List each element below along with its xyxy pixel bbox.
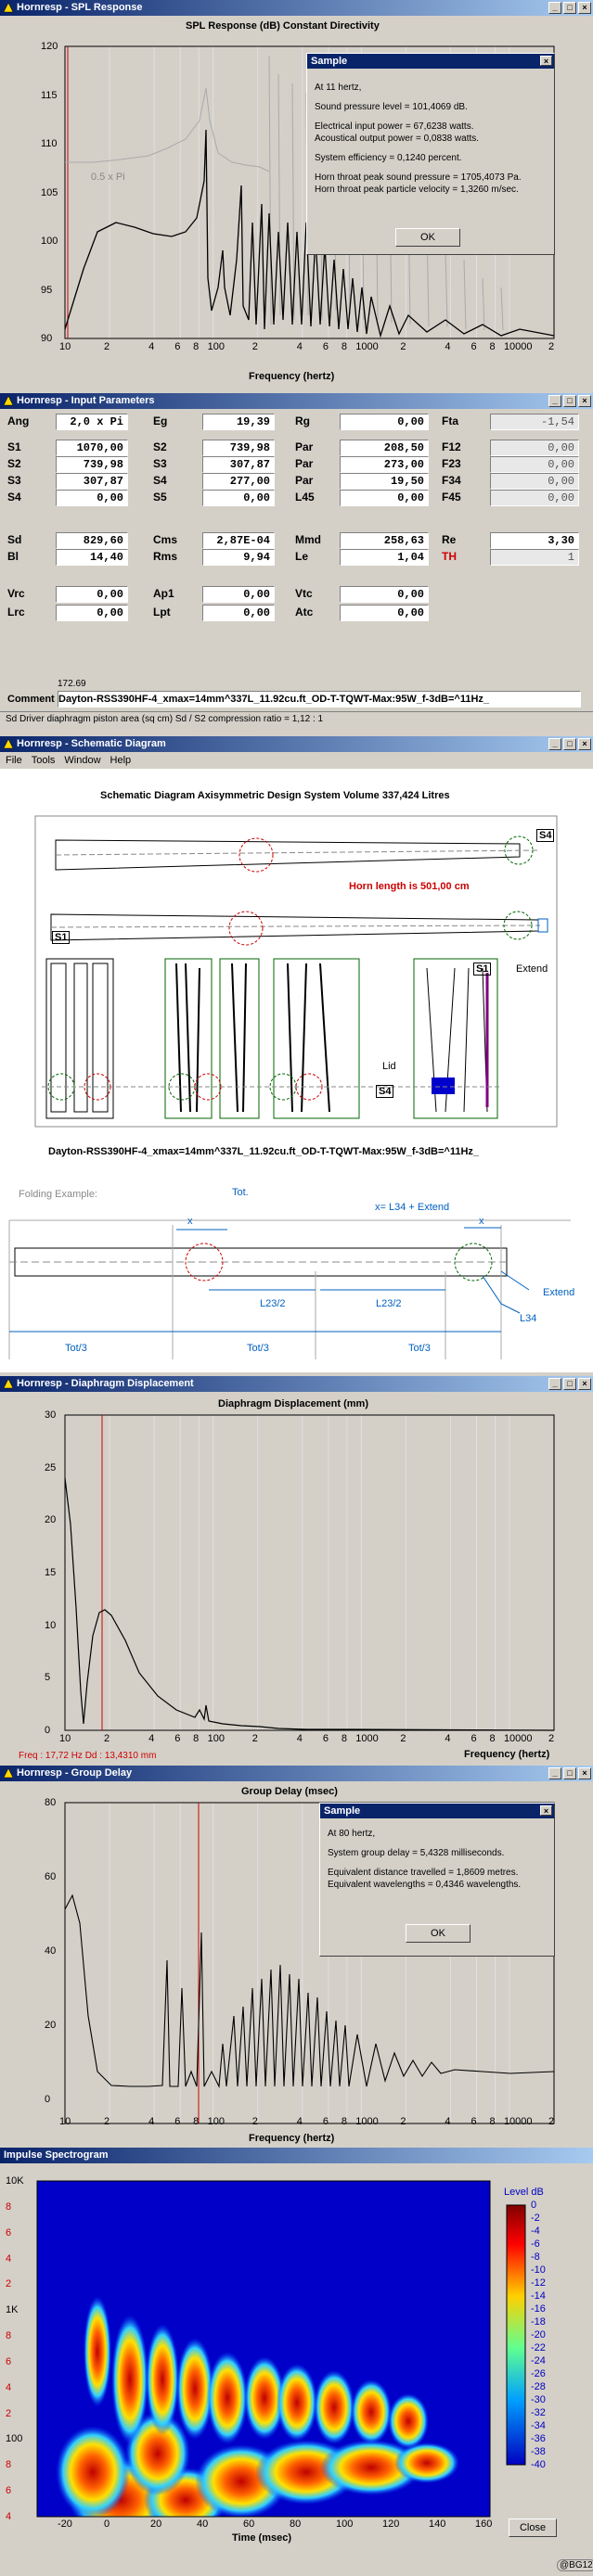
is-tick-label: 80 bbox=[290, 2519, 302, 2530]
param-field-ang[interactable]: 2,0 x Pi bbox=[56, 414, 128, 430]
is-tick-label: -20 bbox=[58, 2519, 72, 2530]
spl-tick-label: 8 bbox=[341, 341, 347, 352]
param-label-5-2: Mmd bbox=[295, 533, 321, 546]
param-label-5-0: Sd bbox=[7, 533, 22, 546]
param-label-1-3: F12 bbox=[442, 440, 461, 453]
maximize-icon[interactable]: □ bbox=[563, 738, 576, 750]
dd-tick-label: 2 bbox=[104, 1733, 110, 1744]
gd-dialog-titlebar[interactable] bbox=[320, 1804, 554, 1818]
param-field-lpt[interactable]: 0,00 bbox=[202, 605, 275, 621]
param-field-s1[interactable]: 1070,00 bbox=[56, 440, 128, 456]
is-tick-label: -22 bbox=[531, 2342, 546, 2353]
spl-tick-label: 2 bbox=[400, 341, 406, 352]
menu-tools[interactable]: Tools bbox=[31, 755, 56, 766]
param-field-f23[interactable]: 0,00 bbox=[490, 456, 579, 473]
dd-tick-label: 4 bbox=[445, 1733, 451, 1744]
minimize-icon[interactable]: _ bbox=[548, 2, 561, 14]
dd-tick-label: 10000 bbox=[503, 1733, 533, 1744]
param-label-2-2: Par bbox=[295, 457, 314, 470]
is-tick-label: -32 bbox=[531, 2407, 546, 2418]
is-tick-label: -26 bbox=[531, 2368, 546, 2379]
param-field-s4[interactable]: 277,00 bbox=[202, 473, 275, 490]
dd-tick-label: 30 bbox=[45, 1409, 57, 1421]
spl-dialog-ok-button[interactable]: OK bbox=[395, 228, 460, 247]
param-label-7-1: Ap1 bbox=[153, 587, 174, 600]
is-tick-label: 4 bbox=[6, 2381, 12, 2393]
param-field-sd[interactable]: 829,60 bbox=[56, 532, 128, 549]
comment-label: Comment bbox=[7, 694, 55, 705]
is-tick-label: 6 bbox=[6, 2485, 12, 2497]
param-label-6-3: TH bbox=[442, 550, 457, 563]
gd-sample-dialog bbox=[319, 1803, 555, 1957]
gd-dialog-title: Sample bbox=[324, 1805, 361, 1817]
folding-x3: x bbox=[479, 1216, 484, 1227]
spl-sample-dialog bbox=[306, 53, 555, 255]
is-title: Impulse Spectrogram bbox=[4, 2149, 109, 2161]
dd-readout: Freq : 17,72 Hz Dd : 13,4310 mm bbox=[19, 1751, 157, 1761]
gd-tick-label: 1000 bbox=[355, 2116, 379, 2127]
spl-tick-label: 2 bbox=[251, 341, 258, 352]
is-tick-label: 0 bbox=[104, 2519, 110, 2530]
is-tick-label: 0 bbox=[531, 2200, 537, 2211]
dd-tick-label: 25 bbox=[45, 1461, 57, 1473]
dd-tick-label: 15 bbox=[45, 1567, 57, 1578]
folding-tot3-c: Tot/3 bbox=[408, 1343, 431, 1354]
gd-tick-label: 4 bbox=[445, 2116, 451, 2127]
spl-tick-label: 105 bbox=[41, 186, 58, 198]
param-field-mmd[interactable]: 258,63 bbox=[340, 532, 429, 549]
group-delay-window bbox=[0, 1766, 593, 2148]
param-label-2-3: F23 bbox=[442, 457, 461, 470]
is-tick-label: -16 bbox=[531, 2303, 546, 2315]
credit-label: @BG12 bbox=[557, 2559, 593, 2571]
param-label-4-0: S4 bbox=[7, 491, 21, 504]
param-field-s3[interactable]: 307,87 bbox=[56, 473, 128, 490]
dd-plot-title: Diaphragm Displacement (mm) bbox=[218, 1398, 368, 1409]
displacement-window bbox=[0, 1376, 593, 1766]
spl-dialog-titlebar[interactable] bbox=[307, 54, 554, 69]
dd-title: Hornresp - Diaphragm Displacement bbox=[17, 1378, 194, 1389]
maximize-icon[interactable]: □ bbox=[563, 1378, 576, 1390]
is-tick-label: 120 bbox=[382, 2519, 400, 2530]
param-label-3-3: F34 bbox=[442, 474, 461, 487]
gd-tick-label: 2 bbox=[251, 2116, 258, 2127]
param-label-6-2: Le bbox=[295, 550, 309, 563]
param-label-2-0: S2 bbox=[7, 457, 21, 470]
is-tick-label: 2 bbox=[6, 2278, 12, 2290]
schematic-caption: Dayton-RSS390HF-4_xmax=14mm^337L_11.92cu.ft_OD-T-TQWT-Max:95W_f-3dB=^11Hz_ bbox=[48, 1146, 480, 1157]
param-field-f45[interactable]: 0,00 bbox=[490, 490, 579, 506]
is-tick-label: -38 bbox=[531, 2446, 546, 2457]
spl-xlabel: Frequency (hertz) bbox=[249, 371, 335, 382]
param-field-l45[interactable]: 0,00 bbox=[340, 490, 429, 506]
dd-tick-label: 8 bbox=[341, 1733, 347, 1744]
folding-drawing bbox=[0, 1183, 593, 1372]
is-tick-label: 8 bbox=[6, 2330, 12, 2342]
dd-tick-label: 6 bbox=[174, 1733, 181, 1744]
param-field-th[interactable]: 1 bbox=[490, 549, 579, 566]
spl-tick-label: 120 bbox=[41, 41, 58, 52]
spl-tick-label: 4 bbox=[148, 341, 155, 352]
param-field-lrc[interactable]: 0,00 bbox=[56, 605, 128, 621]
spl-tick-label: 10 bbox=[59, 341, 71, 352]
schematic-drawing bbox=[0, 736, 593, 1183]
spl-tick-label: 8 bbox=[193, 341, 200, 352]
gd-tick-label: 4 bbox=[296, 2116, 303, 2127]
is-tick-label: -18 bbox=[531, 2316, 546, 2327]
gd-xlabel: Frequency (hertz) bbox=[249, 2133, 335, 2144]
dd-tick-label: 10 bbox=[59, 1733, 71, 1744]
is-tick-label: 10K bbox=[6, 2175, 24, 2187]
is-tick-label: -28 bbox=[531, 2381, 546, 2392]
gd-dialog-line3: Equivalent distance travelled = 1,8609 metres. bbox=[328, 1868, 519, 1878]
param-label-4-2: L45 bbox=[295, 491, 315, 504]
param-field-f12[interactable]: 0,00 bbox=[490, 440, 579, 456]
s4-label-bottom: S4 bbox=[376, 1085, 393, 1098]
is-tick-label: -6 bbox=[531, 2238, 540, 2250]
dd-tick-label: 4 bbox=[148, 1733, 155, 1744]
param-label-3-0: S3 bbox=[7, 474, 21, 487]
param-field-s5[interactable]: 0,00 bbox=[202, 490, 275, 506]
param-field-f34[interactable]: 0,00 bbox=[490, 473, 579, 490]
ip-titlebar[interactable] bbox=[0, 393, 593, 409]
gd-tick-label: 40 bbox=[45, 1945, 57, 1957]
spl-dialog-line7: Horn throat peak particle velocity = 1,3260 m/sec. bbox=[315, 185, 519, 195]
param-field-atc[interactable]: 0,00 bbox=[340, 605, 429, 621]
minimize-icon[interactable]: _ bbox=[548, 1378, 561, 1390]
is-xlabel: Time (msec) bbox=[232, 2532, 291, 2544]
param-field-s2[interactable]: 739,98 bbox=[202, 440, 275, 456]
is-tick-label: 2 bbox=[6, 2407, 12, 2419]
gd-tick-label: 60 bbox=[45, 1871, 57, 1882]
spl-dialog-title: Sample bbox=[311, 56, 348, 67]
param-label-0-0: Ang bbox=[7, 414, 30, 427]
horn-length-label: Horn length is 501,00 cm bbox=[349, 881, 470, 892]
spl-tick-label: 8 bbox=[489, 341, 496, 352]
gd-tick-label: 8 bbox=[193, 2116, 200, 2127]
close-icon[interactable]: × bbox=[578, 1767, 591, 1779]
s1-label-mid: S1 bbox=[52, 931, 70, 944]
dd-tick-label: 2 bbox=[548, 1733, 555, 1744]
param-label-8-1: Lpt bbox=[153, 606, 171, 618]
param-label-3-1: S4 bbox=[153, 474, 167, 487]
level-color-scale bbox=[507, 2205, 525, 2465]
is-tick-label: -2 bbox=[531, 2213, 540, 2224]
gd-tick-label: 6 bbox=[174, 2116, 181, 2127]
gd-tick-label: 10 bbox=[59, 2116, 71, 2127]
spl-plot-title: SPL Response (dB) Constant Directivity bbox=[186, 20, 380, 32]
extend-label: Extend bbox=[516, 963, 548, 975]
param-field-vtc[interactable]: 0,00 bbox=[340, 586, 429, 603]
folding-tot: Tot. bbox=[232, 1187, 249, 1198]
menu-help[interactable]: Help bbox=[110, 755, 132, 766]
spl-tick-label: 1000 bbox=[355, 341, 379, 352]
spl-tick-label: 6 bbox=[471, 341, 477, 352]
gd-dialog-line1: At 80 hertz, bbox=[328, 1829, 376, 1839]
folding-tot3-b: Tot/3 bbox=[247, 1343, 269, 1354]
minimize-icon[interactable]: _ bbox=[548, 738, 561, 750]
dd-tick-label: 20 bbox=[45, 1514, 57, 1526]
close-icon[interactable]: × bbox=[578, 395, 591, 407]
gd-tick-label: 2 bbox=[548, 2116, 555, 2127]
dd-tick-label: 8 bbox=[489, 1733, 496, 1744]
param-field-par[interactable]: 19,50 bbox=[340, 473, 429, 490]
is-tick-label: -30 bbox=[531, 2394, 546, 2405]
is-tick-label: 4 bbox=[6, 2511, 12, 2522]
is-tick-label: -24 bbox=[531, 2355, 546, 2366]
dd-tick-label: 0 bbox=[45, 1725, 51, 1736]
folding-example bbox=[0, 1183, 593, 1372]
is-tick-label: 100 bbox=[336, 2519, 354, 2530]
param-label-6-1: Rms bbox=[153, 550, 178, 563]
gd-tick-label: 2 bbox=[104, 2116, 110, 2127]
is-tick-label: -20 bbox=[531, 2329, 546, 2340]
dd-tick-label: 10 bbox=[45, 1619, 57, 1631]
gd-tick-label: 8 bbox=[489, 2116, 496, 2127]
dialog-close-icon[interactable]: × bbox=[540, 56, 552, 66]
ip-status-bar: Sd Driver diaphragm piston area (sq cm) Sd / S2 compression ratio = 1,12 : 1 bbox=[0, 711, 593, 726]
folding-extend: Extend bbox=[543, 1287, 575, 1298]
is-tick-label: 8 bbox=[6, 2200, 12, 2213]
dd-chart bbox=[0, 1376, 593, 1766]
gd-title: Hornresp - Group Delay bbox=[17, 1767, 133, 1779]
spl-curve-label: 0.5 x Pi bbox=[91, 172, 125, 183]
is-close-button[interactable]: Close bbox=[509, 2519, 557, 2537]
dd-tick-label: 2 bbox=[400, 1733, 406, 1744]
spl-tick-label: 110 bbox=[41, 138, 58, 149]
param-field-rg[interactable]: 0,00 bbox=[340, 414, 429, 430]
gd-tick-label: 20 bbox=[45, 2020, 57, 2031]
folding-l23-a: L23/2 bbox=[260, 1298, 286, 1309]
dd-tick-label: 5 bbox=[45, 1672, 51, 1684]
s4-label-top: S4 bbox=[536, 829, 554, 842]
comment-above-label: 172.69 bbox=[58, 679, 86, 689]
param-label-6-0: Bl bbox=[7, 550, 19, 563]
folding-l34: L34 bbox=[520, 1313, 537, 1324]
spl-dialog-line6: Horn throat peak sound pressure = 1705,4073 Pa. bbox=[315, 172, 522, 183]
spl-tick-label: 6 bbox=[174, 341, 181, 352]
ip-title: Hornresp - Input Parameters bbox=[17, 395, 155, 406]
is-tick-label: 40 bbox=[197, 2519, 209, 2530]
folding-label: Folding Example: bbox=[19, 1189, 97, 1200]
input-parameters-window bbox=[0, 393, 593, 736]
folding-x-formula: x= L34 + Extend bbox=[375, 1202, 450, 1213]
is-tick-label: -36 bbox=[531, 2433, 546, 2444]
sch-title: Hornresp - Schematic Diagram bbox=[17, 738, 166, 749]
hornresp-app-icon bbox=[3, 395, 14, 406]
is-tick-label: 1K bbox=[6, 2304, 19, 2316]
is-tick-label: 160 bbox=[475, 2519, 493, 2530]
is-tick-label: 60 bbox=[243, 2519, 255, 2530]
param-field-rms[interactable]: 9,94 bbox=[202, 549, 275, 566]
spl-tick-label: 100 bbox=[41, 236, 58, 247]
param-label-0-3: Fta bbox=[442, 414, 458, 427]
spl-tick-label: 90 bbox=[41, 333, 53, 344]
spectrogram-window bbox=[0, 2148, 593, 2576]
dd-curve bbox=[65, 1478, 554, 1730]
param-field-cms[interactable]: 2,87E-04 bbox=[202, 532, 275, 549]
gd-plot-title: Group Delay (msec) bbox=[241, 1786, 338, 1797]
level-label: Level dB bbox=[504, 2187, 544, 2198]
maximize-icon[interactable]: □ bbox=[563, 2, 576, 14]
folding-x1: x bbox=[187, 1216, 193, 1227]
is-tick-label: 20 bbox=[150, 2519, 162, 2530]
dd-tick-label: 100 bbox=[207, 1733, 225, 1744]
comment-field[interactable]: Dayton-RSS390HF-4_xmax=14mm^337L_11.92cu.ft_OD-T-TQWT-Max:95W_f-3dB=^11Hz_ bbox=[58, 691, 581, 708]
dd-tick-label: 1000 bbox=[355, 1733, 379, 1744]
folding-tot3-a: Tot/3 bbox=[65, 1343, 87, 1354]
param-field-s2[interactable]: 739,98 bbox=[56, 456, 128, 473]
s1-label-bottom: S1 bbox=[473, 963, 491, 976]
gd-tick-label: 6 bbox=[322, 2116, 329, 2127]
is-tick-label: -40 bbox=[531, 2459, 546, 2470]
is-tick-label: 6 bbox=[6, 2226, 12, 2238]
param-label-0-1: Eg bbox=[153, 414, 168, 427]
dd-tick-label: 8 bbox=[193, 1733, 200, 1744]
param-field-par[interactable]: 208,50 bbox=[340, 440, 429, 456]
is-tick-label: -8 bbox=[531, 2251, 540, 2263]
param-label-5-3: Re bbox=[442, 533, 457, 546]
is-tick-label: -14 bbox=[531, 2290, 546, 2302]
param-label-4-1: S5 bbox=[153, 491, 167, 504]
param-label-7-2: Vtc bbox=[295, 587, 313, 600]
spl-tick-label: 95 bbox=[41, 284, 53, 296]
gd-dialog-line2: System group delay = 5,4328 milliseconds. bbox=[328, 1848, 505, 1858]
param-field-re[interactable]: 3,30 bbox=[490, 532, 579, 549]
spl-tick-label: 115 bbox=[41, 89, 58, 101]
spl-tick-label: 2 bbox=[104, 341, 110, 352]
gd-tick-label: 80 bbox=[45, 1797, 57, 1808]
param-field-par[interactable]: 273,00 bbox=[340, 456, 429, 473]
dd-tick-label: 6 bbox=[322, 1733, 329, 1744]
param-label-1-0: S1 bbox=[7, 440, 21, 453]
param-label-8-2: Atc bbox=[295, 606, 314, 618]
gd-tick-label: 4 bbox=[148, 2116, 155, 2127]
gd-tick-label: 0 bbox=[45, 2094, 51, 2105]
param-field-s3[interactable]: 307,87 bbox=[202, 456, 275, 473]
spl-tick-label: 100 bbox=[207, 341, 225, 352]
gd-tick-label: 8 bbox=[341, 2116, 347, 2127]
spl-tick-label: 6 bbox=[322, 341, 329, 352]
param-label-7-0: Vrc bbox=[7, 587, 25, 600]
spl-tick-label: 10000 bbox=[503, 341, 533, 352]
spl-tick-label: 2 bbox=[548, 341, 555, 352]
dd-tick-label: 4 bbox=[296, 1733, 303, 1744]
param-label-1-2: Par bbox=[295, 440, 314, 453]
is-tick-label: 100 bbox=[6, 2433, 23, 2445]
minimize-icon[interactable]: _ bbox=[548, 395, 561, 407]
param-label-1-1: S2 bbox=[153, 440, 167, 453]
minimize-icon[interactable]: _ bbox=[548, 1767, 561, 1779]
gd-tick-label: 6 bbox=[471, 2116, 477, 2127]
param-label-8-0: Lrc bbox=[7, 606, 25, 618]
menu-file[interactable]: File bbox=[6, 755, 22, 766]
dd-tick-label: 6 bbox=[471, 1733, 477, 1744]
is-tick-label: 6 bbox=[6, 2355, 12, 2367]
gd-dialog-line4: Equivalent wavelengths = 0,4346 wavelengths. bbox=[328, 1880, 522, 1890]
is-tick-label: 4 bbox=[6, 2252, 12, 2264]
gd-tick-label: 10000 bbox=[503, 2116, 533, 2127]
is-tick-label: 8 bbox=[6, 2459, 12, 2471]
dialog-close-icon[interactable]: × bbox=[540, 1805, 552, 1816]
param-field-le[interactable]: 1,04 bbox=[340, 549, 429, 566]
is-tick-label: -10 bbox=[531, 2264, 546, 2276]
spl-dialog-line2: Sound pressure level = 101,4069 dB. bbox=[315, 102, 468, 112]
spl-window bbox=[0, 0, 593, 386]
param-label-0-2: Rg bbox=[295, 414, 310, 427]
spl-tick-label: 4 bbox=[445, 341, 451, 352]
param-field-s4[interactable]: 0,00 bbox=[56, 490, 128, 506]
param-label-5-1: Cms bbox=[153, 533, 178, 546]
close-icon[interactable]: × bbox=[578, 2, 591, 14]
is-tick-label: 140 bbox=[429, 2519, 446, 2530]
spl-dialog-line4: Acoustical output power = 0,0838 watts. bbox=[315, 134, 480, 144]
spl-title: Hornresp - SPL Response bbox=[17, 2, 143, 13]
spl-tick-label: 4 bbox=[296, 341, 303, 352]
spl-dialog-line1: At 11 hertz, bbox=[315, 83, 362, 93]
gd-tick-label: 100 bbox=[207, 2116, 225, 2127]
sch-heading: Schematic Diagram Axisymmetric Design System Volume 337,424 Litres bbox=[100, 790, 450, 801]
spl-dialog-line3: Electrical input power = 67,6238 watts. bbox=[315, 121, 474, 132]
param-label-4-3: F45 bbox=[442, 491, 461, 504]
gd-dialog-ok-button[interactable]: OK bbox=[406, 1924, 471, 1943]
schematic-window bbox=[0, 736, 593, 1183]
menu-window[interactable]: Window bbox=[64, 755, 101, 766]
is-tick-label: -4 bbox=[531, 2225, 540, 2237]
close-icon[interactable]: × bbox=[578, 1378, 591, 1390]
param-field-ap1[interactable]: 0,00 bbox=[202, 586, 275, 603]
lid-label: Lid bbox=[382, 1061, 396, 1072]
is-tick-label: -12 bbox=[531, 2277, 546, 2289]
param-field-bl[interactable]: 14,40 bbox=[56, 549, 128, 566]
param-label-3-2: Par bbox=[295, 474, 314, 487]
maximize-icon[interactable]: □ bbox=[563, 395, 576, 407]
param-label-2-1: S3 bbox=[153, 457, 167, 470]
gd-tick-label: 2 bbox=[400, 2116, 406, 2127]
close-icon[interactable]: × bbox=[578, 738, 591, 750]
spl-dialog-line5: System efficiency = 0,1240 percent. bbox=[315, 153, 462, 163]
param-field-eg[interactable]: 19,39 bbox=[202, 414, 275, 430]
dd-xlabel: Frequency (hertz) bbox=[464, 1749, 550, 1760]
param-field-vrc[interactable]: 0,00 bbox=[56, 586, 128, 603]
param-field-fta[interactable]: -1,54 bbox=[490, 414, 579, 430]
dd-tick-label: 2 bbox=[251, 1733, 258, 1744]
maximize-icon[interactable]: □ bbox=[563, 1767, 576, 1779]
spectrogram-chart bbox=[0, 2148, 593, 2576]
is-tick-label: -34 bbox=[531, 2420, 546, 2431]
folding-l23-b: L23/2 bbox=[376, 1298, 402, 1309]
